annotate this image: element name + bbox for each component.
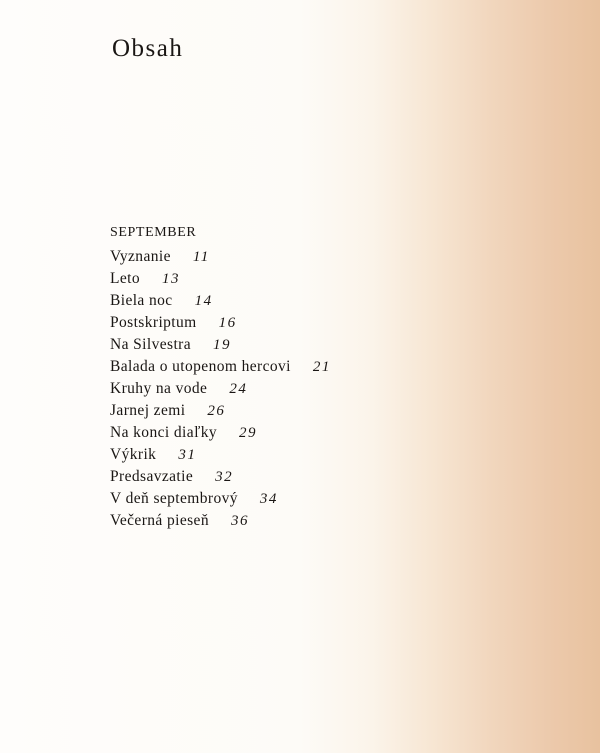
entry-title: Na Silvestra [110, 336, 191, 353]
entry-page-number: 14 [194, 293, 213, 309]
entry-title: Predsavzatie [110, 468, 194, 485]
toc-entry [110, 268, 331, 290]
toc-entry [110, 312, 331, 334]
entry-title: V deň septembrový [110, 490, 238, 507]
entry-page-number: 21 [312, 359, 331, 375]
toc-entry [110, 356, 331, 378]
entry-page-number: 36 [230, 513, 249, 529]
section-heading: SEPTEMBER [110, 225, 197, 240]
entry-page-number: 26 [207, 403, 226, 419]
entry-title: Balada o utopenom hercovi [110, 358, 291, 375]
entry-page-number: 32 [215, 469, 234, 485]
toc-entry [110, 378, 331, 400]
entry-title: Postskriptum [110, 314, 197, 331]
toc-entry [110, 466, 331, 488]
entry-page-number: 34 [259, 491, 278, 507]
entry-page-number: 19 [213, 337, 231, 353]
toc-entry [110, 444, 331, 466]
entry-page-number: 13 [162, 271, 181, 287]
toc-entry [110, 422, 331, 444]
toc-entries [110, 246, 331, 532]
table-of-contents [110, 224, 331, 532]
entry-page-number: 16 [218, 315, 237, 331]
toc-entry [110, 400, 331, 422]
entry-title: Kruhy na vode [110, 380, 208, 397]
toc-entry [110, 510, 331, 532]
entry-title: Leto [110, 270, 141, 287]
entry-page-number: 24 [229, 381, 248, 397]
entry-title: Jarnej zemi [110, 402, 186, 419]
entry-title: Biela noc [110, 292, 173, 309]
entry-page-number: 11 [192, 249, 210, 265]
toc-entry [110, 334, 331, 356]
entry-page-number: 29 [239, 425, 257, 441]
entry-page-number: 31 [178, 447, 197, 463]
toc-entry [110, 290, 331, 312]
toc-entry [110, 488, 331, 510]
page-title: Obsah [112, 35, 184, 62]
toc-entry [110, 246, 331, 268]
entry-title: Výkrik [110, 446, 157, 463]
entry-title: Večerná pieseň [110, 512, 209, 529]
entry-title: Vyznanie [110, 248, 171, 265]
entry-title: Na konci diaľky [110, 424, 217, 441]
